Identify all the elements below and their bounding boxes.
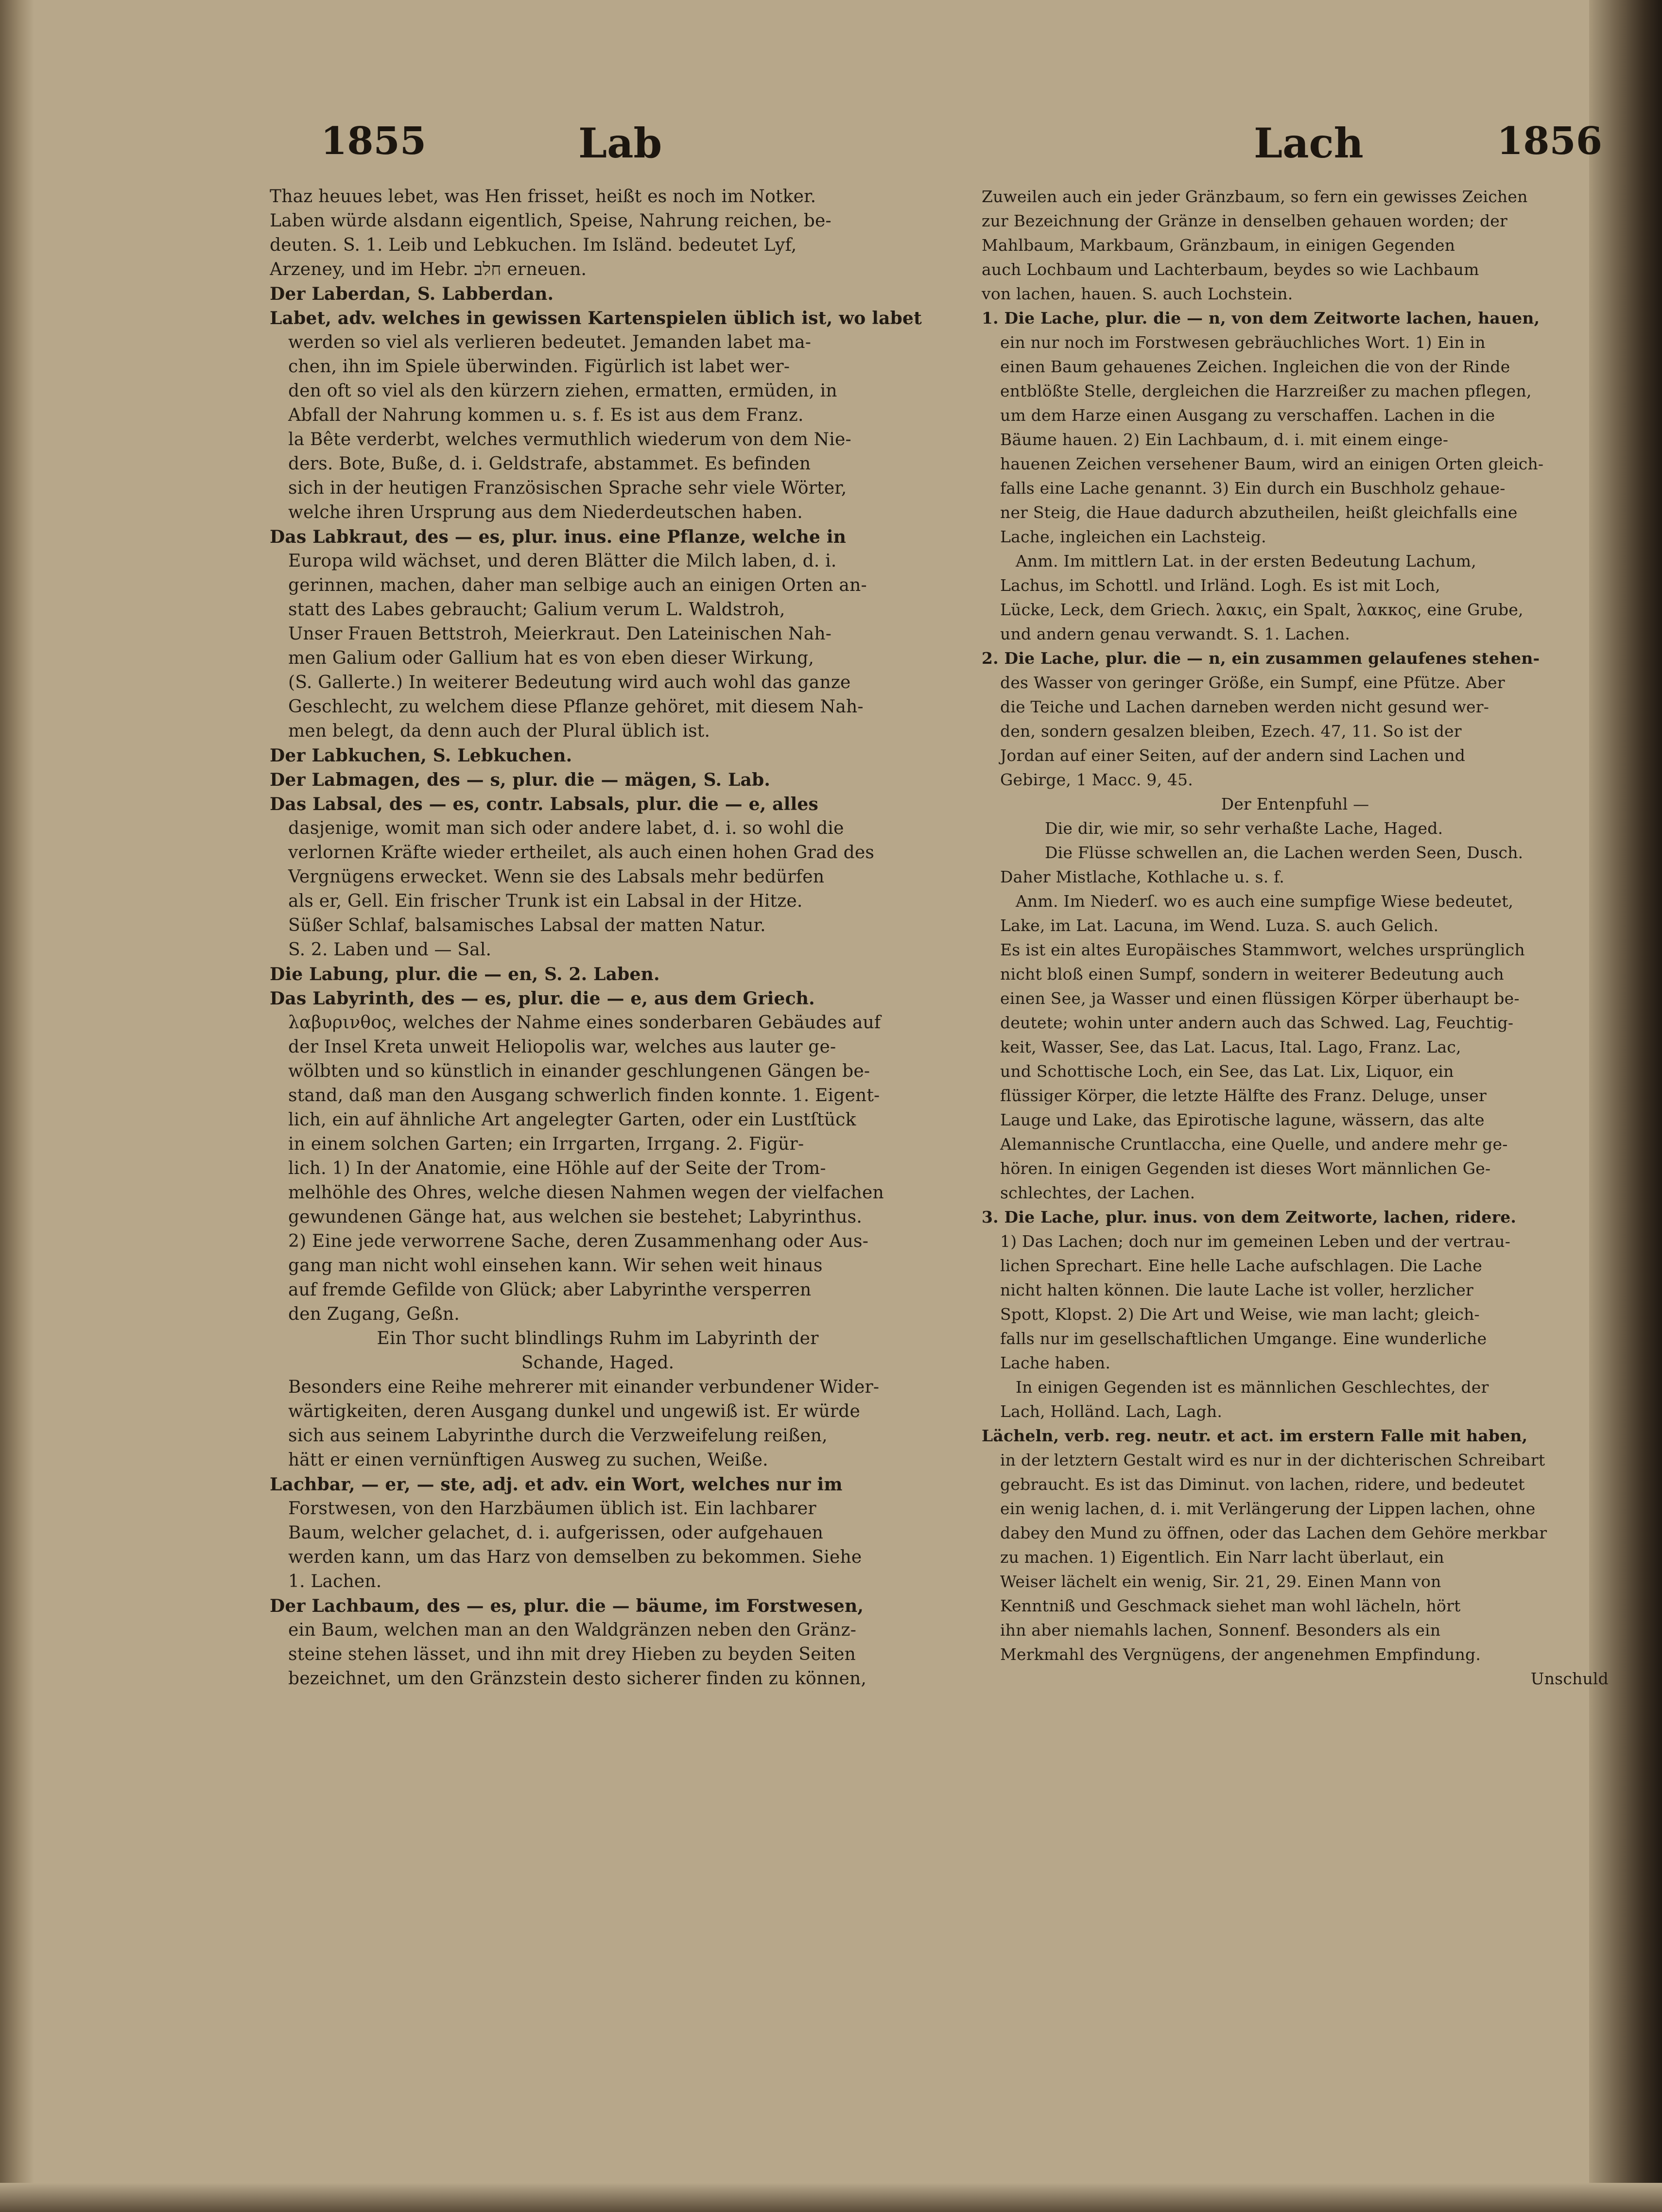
text-line: sich in der heutigen Französischen Sprache sehr viele Wörter, <box>288 478 847 498</box>
text-line: statt des Labes gebraucht; Galium verum L. Waldstroh, <box>288 600 785 620</box>
text-line: la Bête verderbt, welches vermuthlich wiederum von dem Nie- <box>288 430 851 449</box>
text-line: Es ist ein altes Europäisches Stammwort, welches ursprünglich <box>1000 940 1525 959</box>
text-line: des Wasser von geringer Größe, ein Sumpf, eine Pfütze. Aber <box>1000 673 1505 692</box>
text-line: Lauge und Lake, das Epirotische lagune, wässern, das alte <box>1000 1110 1485 1129</box>
entry-headword-line: 1. Die Lache, plur. die — n, von dem Zeitworte lachen, hauen, <box>982 309 1540 328</box>
text-line: Geschlecht, zu welchem diese Pflanze gehöret, mit diesem Nah- <box>288 697 864 717</box>
entry-headword-line: Lachbar, — er, — ste, adj. et adv. ein Wort, welches nur im <box>270 1474 843 1495</box>
text-line: gang man nicht wohl einsehen kann. Wir sehen weit hinaus <box>288 1256 823 1276</box>
text-line: Thaz heuues lebet, was Hen frisset, heißt es noch im Notker. <box>270 187 816 207</box>
text-line: Alemannische Cruntlaccha, eine Quelle, und andere mehr ge- <box>1000 1135 1508 1154</box>
book-binding-shadow <box>0 0 34 2212</box>
text-line: Abfall der Nahrung kommen u. s. f. Es ist aus dem Franz. <box>288 405 804 425</box>
text-line: Baum, welcher gelachet, d. i. aufgerissen, oder aufgehauen <box>288 1523 824 1543</box>
text-line: 2) Eine jede verworrene Sache, deren Zusammenhang oder Aus- <box>288 1231 869 1251</box>
text-line: den oft so viel als den kürzern ziehen, ermatten, ermüden, in <box>288 381 837 401</box>
verse-quote-line: Der Entenpfuhl — <box>1221 795 1369 813</box>
text-line: einen Baum gehauenes Zeichen. Ingleichen die von der Rinde <box>1000 357 1510 376</box>
text-line: Weiser lächelt ein wenig, Sir. 21, 29. Einen Mann von <box>1000 1572 1441 1591</box>
text-line: falls nur im gesellschaftlichen Umgange. Eine wunderliche <box>1000 1329 1487 1348</box>
text-line: wölbten und so künstlich in einander geschlungenen Gängen be- <box>288 1061 870 1081</box>
text-line: Unser Frauen Bettstroh, Meierkraut. Den Lateinischen Nah- <box>288 624 832 644</box>
text-line: Jordan auf einer Seiten, auf der andern sind Lachen und <box>1000 746 1466 765</box>
text-line: gewundenen Gänge hat, aus welchen sie bestehet; Labyrinthus. <box>288 1207 862 1227</box>
entry-headword-line: 2. Die Lache, plur. die — n, ein zusammen gelaufenes stehen- <box>982 649 1540 668</box>
text-line: flüssiger Körper, die letzte Hälfte des Franz. Deluge, unser <box>1000 1086 1487 1105</box>
text-line: λαβυρινθος, welches der Nahme eines sonderbaren Gebäudes auf <box>288 1013 881 1033</box>
text-line: Arzeney, und im Hebr. חלב erneuen. <box>270 259 587 279</box>
text-line: Bäume hauen. 2) Ein Lachbaum, d. i. mit einem einge- <box>1000 430 1449 449</box>
text-line: (S. Gallerte.) In weiterer Bedeutung wird auch wohl das ganze <box>288 673 851 692</box>
text-line: Lachus, im Schottl. und Irländ. Logh. Es ist mit Loch, <box>1000 576 1440 595</box>
text-line: gerinnen, machen, daher man selbige auch an einigen Orten an- <box>288 575 867 595</box>
left-column <box>270 185 926 1691</box>
text-line: und Schottische Loch, ein See, das Lat. Lix, Liquor, ein <box>1000 1062 1454 1081</box>
text-line: hätt er einen vernünftigen Ausweg zu suchen, Weiße. <box>288 1450 768 1470</box>
text-line: keit, Wasser, See, das Lat. Lacus, Ital. Lago, Franz. Lac, <box>1000 1037 1461 1056</box>
text-line: Vergnügens erwecket. Wenn sie des Labsals mehr bedürfen <box>288 867 825 887</box>
text-line: hauenen Zeichen versehener Baum, wird an einigen Orten gleich- <box>1000 454 1544 473</box>
text-line: chen, ihn im Spiele überwinden. Figürlich ist labet wer- <box>288 357 790 377</box>
entry-headword-line: Der Lachbaum, des — es, plur. die — bäume, im Forstwesen, <box>270 1596 864 1616</box>
text-line: als er, Gell. Ein frischer Trunk ist ein Labsal in der Hitze. <box>288 891 803 911</box>
text-line: men belegt, da denn auch der Plural üblich ist. <box>288 721 710 741</box>
text-line: einen See, ja Wasser und einen flüssigen Körper überhaupt be- <box>1000 989 1520 1008</box>
text-line: entblößte Stelle, dergleichen die Harzreißer zu machen pflegen, <box>1000 381 1532 400</box>
left-page-number: 1855 <box>321 119 427 163</box>
text-line: bezeichnet, um den Gränzstein desto sicherer finden zu können, <box>288 1669 867 1689</box>
right-column <box>982 185 1609 1691</box>
text-line: falls eine Lache genannt. 3) Ein durch ein Buschholz gehaue- <box>1000 479 1506 498</box>
text-line: ein Baum, welchen man an den Waldgränzen neben den Gränz- <box>288 1620 857 1640</box>
text-line: ders. Bote, Buße, d. i. Geldstrafe, abstammet. Es befinden <box>288 454 811 474</box>
text-line: nicht halten können. Die laute Lache ist voller, herzlicher <box>1000 1280 1473 1299</box>
text-line: Gebirge, 1 Macc. 9, 45. <box>1000 770 1193 789</box>
text-line: auf fremde Gefilde von Glück; aber Labyrinthe versperren <box>288 1280 812 1300</box>
text-line: in einem solchen Garten; ein Irrgarten, Irrgang. 2. Figür- <box>288 1134 804 1154</box>
text-line: men Galium oder Gallium hat es von eben dieser Wirkung, <box>288 648 814 668</box>
catchword-line: Unschuld <box>1530 1669 1609 1688</box>
entry-headword-line: Labet, adv. welches in gewissen Kartenspielen üblich ist, wo labet <box>270 308 922 328</box>
text-line: werden so viel als verlieren bedeutet. Jemanden labet ma- <box>288 332 812 352</box>
verse-quote-line: Schande, Haged. <box>521 1353 675 1373</box>
text-line: um dem Harze einen Ausgang zu verschaffen. Lachen in die <box>1000 406 1495 425</box>
text-line: gebraucht. Es ist das Diminut. von lachen, ridere, und bedeutet <box>1000 1475 1525 1494</box>
entry-headword-line: 3. Die Lache, plur. inus. von dem Zeitworte, lachen, ridere. <box>982 1208 1517 1227</box>
text-line: Lache haben. <box>1000 1353 1111 1372</box>
annotation-line: In einigen Gegenden ist es männlichen Geschlechtes, der <box>1016 1378 1489 1397</box>
text-line: S. 2. Laben und — Sal. <box>288 940 492 960</box>
entry-headword-line: Lächeln, verb. reg. neutr. et act. im erstern Falle mit haben, <box>982 1426 1528 1445</box>
entry-headword-line: Die Labung, plur. die — en, S. 2. Laben. <box>270 964 660 985</box>
text-line: zur Bezeichnung der Gränze in denselben gehauen worden; der <box>982 211 1508 230</box>
text-line: ner Steig, die Haue dadurch abzutheilen, heißt gleichfalls eine <box>1000 503 1518 522</box>
right-page-number: 1856 <box>1497 119 1603 163</box>
text-line: melhöhle des Ohres, welche diesen Nahmen wegen der vielfachen <box>288 1183 884 1203</box>
text-line: ihn aber niemahls lachen, Sonnenf. Besonders als ein <box>1000 1621 1441 1640</box>
text-line: 1. Lachen. <box>288 1572 382 1591</box>
text-line: Forstwesen, von den Harzbäumen üblich ist. Ein lachbarer <box>288 1499 816 1519</box>
text-line: den Zugang, Geßn. <box>288 1304 460 1324</box>
text-line: Spott, Klopst. 2) Die Art und Weise, wie man lacht; gleich- <box>1000 1305 1480 1324</box>
text-line: zu machen. 1) Eigentlich. Ein Narr lacht überlaut, ein <box>1000 1548 1444 1567</box>
text-line: deuten. S. 1. Leib und Lebkuchen. Im Isländ. bedeutet Lyf, <box>270 235 797 255</box>
text-line: Süßer Schlaf, balsamisches Labsal der matten Natur. <box>288 916 766 935</box>
text-line: Zuweilen auch ein jeder Gränzbaum, so fern ein gewisses Zeichen <box>982 187 1528 206</box>
entry-headword-line: Der Labkuchen, S. Lebkuchen. <box>270 745 572 766</box>
text-line: in der letztern Gestalt wird es nur in der dichterischen Schreibart <box>1000 1451 1545 1469</box>
text-line: nicht bloß einen Sumpf, sondern in weiterer Bedeutung auch <box>1000 965 1504 984</box>
text-line: Europa wild wächset, und deren Blätter die Milch laben, d. i. <box>288 551 837 571</box>
left-catchword: Lab <box>578 119 662 167</box>
text-line: dabey den Mund zu öffnen, oder das Lachen dem Gehöre merkbar <box>1000 1523 1547 1542</box>
entry-headword-line: Das Labyrinth, des — es, plur. die — e, aus dem Griech. <box>270 988 815 1009</box>
text-line: lich. 1) In der Anatomie, eine Höhle auf der Seite der Trom- <box>288 1158 826 1178</box>
text-line: auch Lochbaum und Lachterbaum, beydes so wie Lachbaum <box>982 260 1479 279</box>
text-line: ein wenig lachen, d. i. mit Verlängerung der Lippen lachen, ohne <box>1000 1499 1536 1518</box>
text-line: welche ihren Ursprung aus dem Niederdeutschen haben. <box>288 502 803 522</box>
text-line: Lake, im Lat. Lacuna, im Wend. Luza. S. auch Gelich. <box>1000 916 1439 935</box>
text-line: schlechtes, der Lachen. <box>1000 1183 1195 1202</box>
text-line: wärtigkeiten, deren Ausgang dunkel und ungewiß ist. Er würde <box>288 1401 861 1421</box>
page-bottom-edge <box>0 2183 1662 2212</box>
entry-headword-line: Das Labkraut, des — es, plur. inus. eine Pflanze, welche in <box>270 527 847 547</box>
text-line: sich aus seinem Labyrinthe durch die Verzweifelung reißen, <box>288 1426 828 1446</box>
entry-headword-line: Der Labmagen, des — s, plur. die — mägen, S. Lab. <box>270 770 771 790</box>
verse-quote-line: Die dir, wie mir, so sehr verhaßte Lache, Haged. <box>1045 819 1443 838</box>
text-line: deutete; wohin unter andern auch das Schwed. Lag, Feuchtig- <box>1000 1013 1514 1032</box>
text-line: stand, daß man den Ausgang schwerlich finden konnte. 1. Eigent- <box>288 1086 880 1106</box>
text-line: ein nur noch im Forstwesen gebräuchliches Wort. 1) Ein in <box>1000 333 1486 352</box>
text-line: 1) Das Lachen; doch nur im gemeinen Leben und der vertrau- <box>1000 1232 1511 1251</box>
text-line: Merkmahl des Vergnügens, der angenehmen Empfindung. <box>1000 1645 1481 1664</box>
text-line: lichen Sprechart. Eine helle Lache aufschlagen. Die Lache <box>1000 1256 1482 1275</box>
text-line: steine stehen lässet, und ihn mit drey Hieben zu beyden Seiten <box>288 1644 856 1664</box>
text-line: und andern genau verwandt. S. 1. Lachen. <box>1000 624 1350 643</box>
entry-headword-line: Der Laberdan, S. Labberdan. <box>270 284 554 304</box>
text-line: Lach, Holländ. Lach, Lagh. <box>1000 1402 1223 1421</box>
text-line: Lache, ingleichen ein Lachsteig. <box>1000 527 1266 546</box>
text-line: der Insel Kreta unweit Heliopolis war, welches aus lauter ge- <box>288 1037 836 1057</box>
annotation-line: Anm. Im mittlern Lat. in der ersten Bedeutung Lachum, <box>1016 552 1476 570</box>
verse-quote-line: Ein Thor sucht blindlings Ruhm im Labyrinth der <box>377 1329 819 1348</box>
text-line: Laben würde alsdann eigentlich, Speise, Nahrung reichen, be- <box>270 211 831 231</box>
entry-headword-line: Das Labsal, des — es, contr. Labsals, plur. die — e, alles <box>270 794 819 814</box>
text-line: den, sondern gesalzen bleiben, Ezech. 47, 11. So ist der <box>1000 722 1462 741</box>
text-line: werden kann, um das Harz von demselben zu bekommen. Siehe <box>288 1547 862 1567</box>
right-catchword: Lach <box>1254 119 1364 167</box>
annotation-line: Anm. Im Niederſ. wo es auch eine sumpfige Wiese bedeutet, <box>1016 892 1514 911</box>
verse-quote-line: Die Flüsse schwellen an, die Lachen werden Seen, Dusch. <box>1045 843 1524 862</box>
text-line: die Teiche und Lachen darneben werden nicht gesund wer- <box>1000 697 1489 716</box>
text-line: dasjenige, womit man sich oder andere labet, d. i. so wohl die <box>288 818 844 838</box>
text-line: verlornen Kräfte wieder ertheilet, als auch einen hohen Grad des <box>288 843 875 863</box>
text-line: Lücke, Leck, dem Griech. λακις, ein Spalt, λακκος, eine Grube, <box>1000 600 1524 619</box>
text-line: Besonders eine Reihe mehrerer mit einander verbundener Wider- <box>288 1377 880 1397</box>
text-line: lich, ein auf ähnliche Art angelegter Garten, oder ein Lustſtück <box>288 1110 856 1130</box>
text-line: von lachen, hauen. S. auch Lochstein. <box>982 284 1293 303</box>
text-line: Kenntniß und Geschmack siehet man wohl lächeln, hört <box>1000 1596 1461 1615</box>
text-line: Daher Mistlache, Kothlache u. s. f. <box>1000 867 1284 886</box>
text-line: hören. In einigen Gegenden ist dieses Wort männlichen Ge- <box>1000 1159 1491 1178</box>
text-line: Mahlbaum, Markbaum, Gränzbaum, in einigen Gegenden <box>982 236 1455 255</box>
